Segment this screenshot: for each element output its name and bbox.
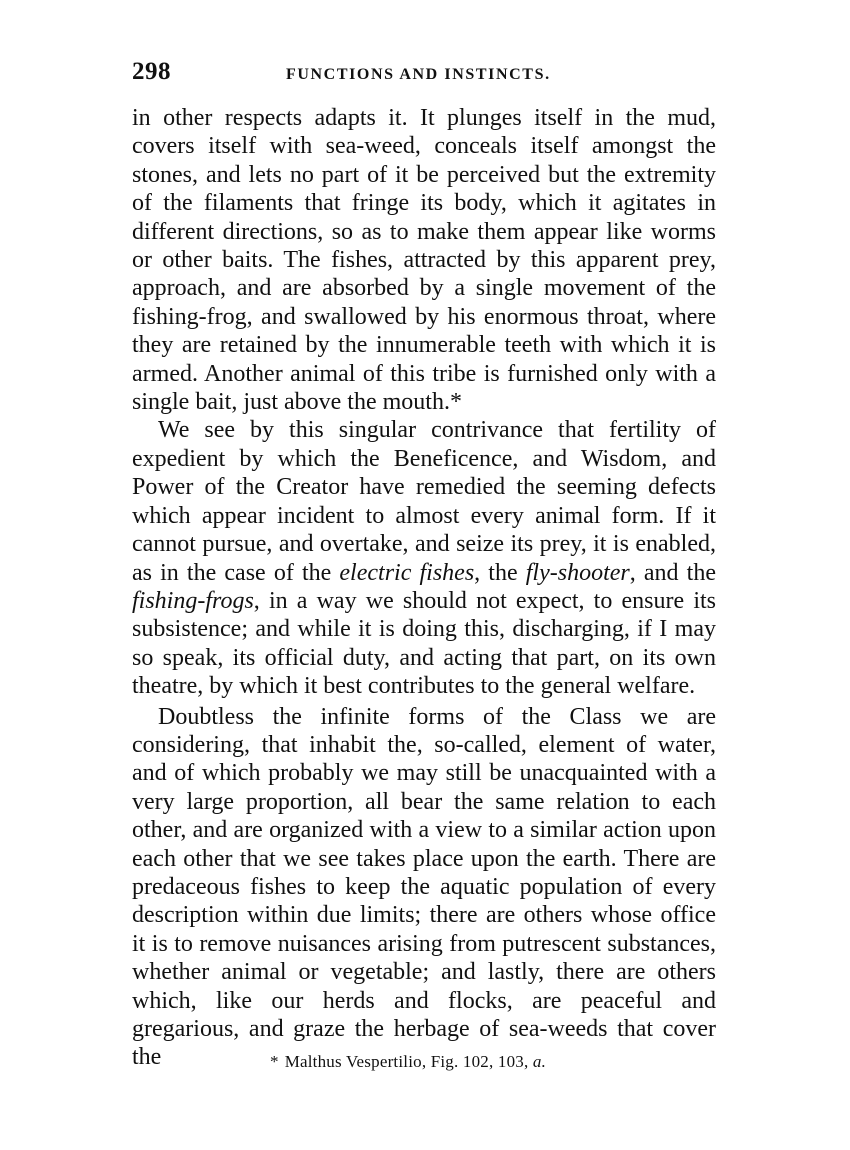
paragraph-2-text-1: We see by this singular contrivance that fertility of expedient by which the Beneficence, and Wisdom, and Power of the Creator have remedied the seeming defects which appear incident to almost every animal form. If it cannot pursue, and overtake, and seize its prey, it is enabled, as in the case of the	[132, 417, 716, 586]
page-number: 298	[132, 58, 171, 85]
footnote-text: Malthus Vespertilio, Fig. 102, 103,	[284, 1052, 533, 1071]
body-text	[132, 104, 716, 1072]
footnote-mark: *	[270, 1052, 279, 1071]
paragraph-2	[132, 416, 716, 700]
page-header	[132, 58, 716, 88]
paragraph-2-text-2: , the	[474, 559, 526, 586]
running-head: FUNCTIONS AND INSTINCTS.	[286, 66, 551, 83]
italic-fly-shooter: fly-shooter	[525, 559, 630, 586]
italic-electric-fishes: electric fishes	[339, 559, 475, 586]
italic-fishing-frogs: fishing-frogs	[132, 587, 254, 614]
paragraph-1: in other respects adapts it. It plunges itself in the mud, covers itself with sea-weed, conceals itself amongst the stones, and lets no part of it be perceived but the extremity of the filaments that fringe its body, which it agitates in different directions, so as to make them appear like worms or other baits. The fishes, attracted by this apparent prey, approach, and are absorbed by a single movement of the fishing-frog, and swallowed by his enormous throat, where they are retained by the innumerable teeth with which it is armed. Another animal of this tribe is furnished only with a single bait, just above the mouth.*	[132, 105, 716, 416]
paragraph-2-text-3: , and the	[629, 559, 716, 586]
footnote-italic: a.	[532, 1052, 547, 1071]
footnote	[270, 1052, 630, 1072]
paragraph-2-text-4: , in a way we should not expect, to ensure its subsistence; and while it is doing this, discharging, if I may so speak, its official duty, and acting that part, on its own theatre, by which it best contributes to the general welfare.	[132, 587, 716, 700]
paragraph-3: Doubtless the infinite forms of the Class we are considering, that inhabit the, so-called, element of water, and of which probably we may still be unacquainted with a very large proportion, all bear the same relation to each other, and are organized with a view to a similar action upon each other that we see takes place upon the earth. There are predaceous fishes to keep the aquatic population of every description within due limits; there are others whose office it is to remove nuisances arising from putrescent substances, whether animal or vegetable; and lastly, there are others which, like our herds and flocks, are peaceful and gregarious, and graze the herbage of sea-weeds that cover the	[132, 703, 716, 1071]
